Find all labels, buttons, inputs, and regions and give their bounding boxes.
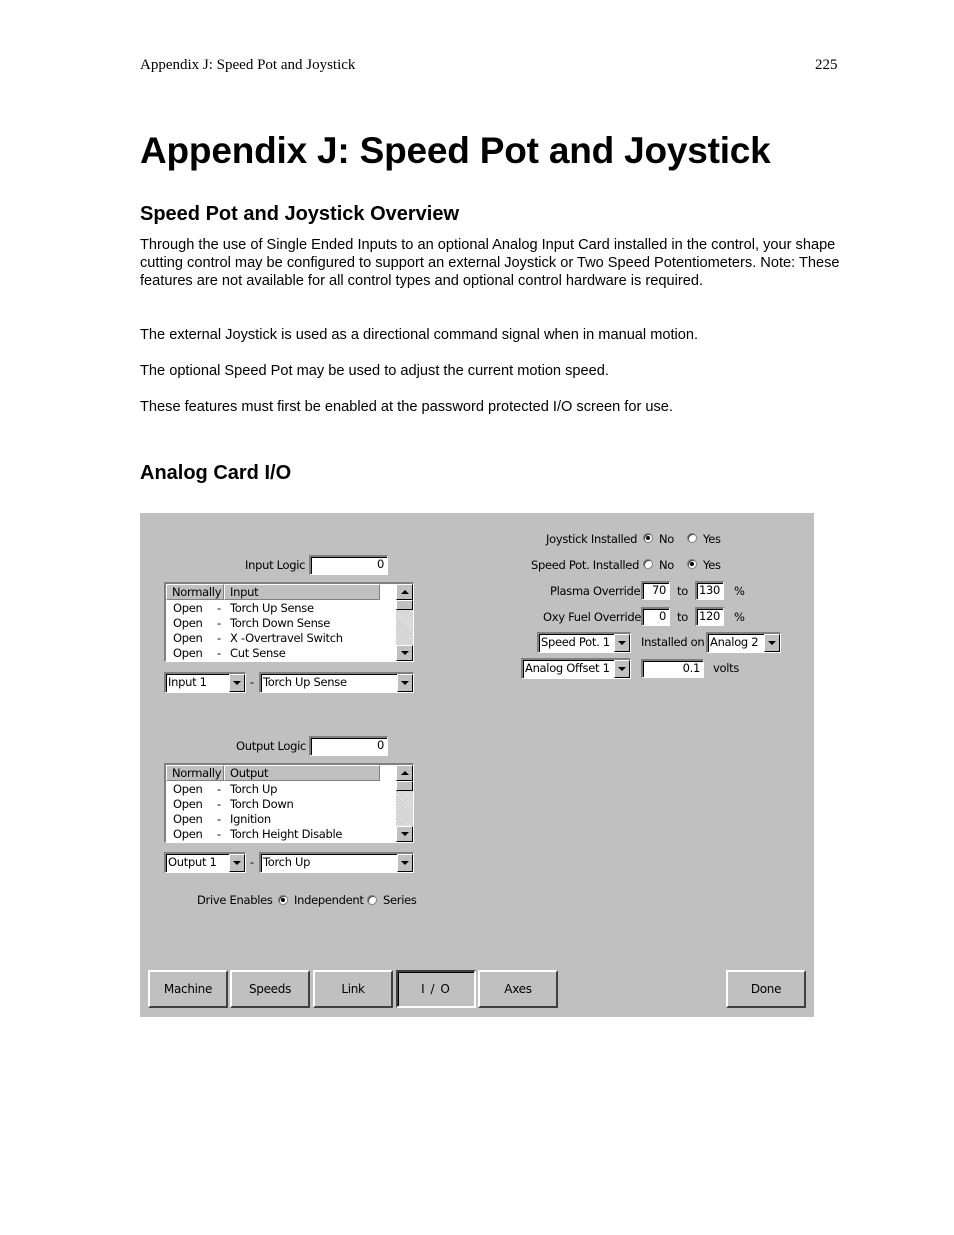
overview-paragraph-2: The external Joystick is used as a directional command signal when in manual motion. — [140, 327, 699, 343]
dropdown-button[interactable] — [397, 674, 413, 692]
scroll-thumb[interactable] — [396, 781, 413, 791]
chevron-up-icon — [401, 771, 409, 775]
plasma-override-label: Plasma Override — [550, 584, 641, 598]
overview-paragraph-3: The optional Speed Pot may be used to adjust the current motion speed. — [140, 363, 609, 379]
input-function-value: Torch Up Sense — [263, 675, 347, 689]
volts-unit: volts — [713, 661, 740, 675]
tab-machine[interactable]: Machine — [148, 970, 228, 1008]
speedpot-yes-label: Yes — [703, 558, 721, 572]
output-number-select[interactable] — [164, 852, 246, 873]
joystick-no-radio[interactable] — [643, 533, 653, 543]
dropdown-button[interactable] — [229, 674, 245, 692]
joystick-label: Joystick Installed — [546, 532, 638, 546]
output-logic-label: Output Logic — [236, 739, 307, 753]
scroll-up-button[interactable] — [396, 765, 413, 781]
speedpot-yes-radio[interactable] — [687, 559, 697, 569]
input-number-value: Input 1 — [168, 675, 207, 689]
oxy-min-field[interactable]: 0 — [641, 607, 670, 626]
analog-heading: Analog Card I/O — [140, 462, 292, 484]
output-logic-field[interactable]: 0 — [309, 736, 388, 756]
input-scrollbar[interactable] — [396, 584, 413, 661]
offset-volts-field[interactable]: 0.1 — [641, 659, 704, 678]
list-item-name: X -Overtravel Switch — [230, 631, 343, 645]
speedpot-no-label: No — [659, 558, 675, 572]
speedpot-select-value: Speed Pot. 1 — [541, 635, 610, 649]
analog-input-select[interactable] — [706, 632, 781, 653]
list-item-sep: - — [217, 601, 221, 615]
input-function-select[interactable] — [259, 672, 414, 693]
input-listbox[interactable] — [164, 582, 414, 662]
chevron-down-icon — [233, 681, 241, 685]
list-item-sep: - — [217, 646, 221, 660]
drive-enables-label: Drive Enables — [197, 893, 273, 907]
output-listbox[interactable] — [164, 763, 414, 843]
list-item-name: Torch Up — [230, 782, 278, 796]
list-item-name: Torch Up Sense — [230, 601, 314, 615]
done-button[interactable]: Done — [726, 970, 806, 1008]
chevron-down-icon — [401, 832, 409, 836]
input-number-select[interactable] — [164, 672, 246, 693]
speedpot-select[interactable] — [537, 632, 631, 653]
speedpot-no-radio[interactable] — [643, 559, 653, 569]
chevron-down-icon — [618, 641, 626, 645]
oxy-override-label: Oxy Fuel Override — [543, 610, 642, 624]
list-item-name: Cut Sense — [230, 646, 286, 660]
list-item-sep: - — [217, 827, 221, 841]
list-item-state: Open — [173, 631, 203, 645]
scroll-down-button[interactable] — [396, 826, 413, 842]
scroll-down-button[interactable] — [396, 645, 413, 661]
scroll-up-button[interactable] — [396, 584, 413, 600]
dropdown-button[interactable] — [614, 634, 630, 652]
speedpot-label: Speed Pot. Installed — [531, 558, 640, 572]
overview-paragraph-1: Through the use of Single Ended Inputs to an optional Analog Input Card installed in the control, your shape cutting control may be configured to support an external Joystick or Two Speed Potentiometers. Note: These features are not available for all control types and optional control hardware is required. — [140, 237, 840, 289]
scroll-thumb[interactable] — [396, 600, 413, 610]
list-item-name: Torch Down Sense — [230, 616, 331, 630]
list-item-sep: - — [217, 797, 221, 811]
chevron-down-icon — [768, 641, 776, 645]
analog-input-value: Analog 2 — [710, 635, 759, 649]
oxy-to-label: to — [677, 610, 688, 624]
list-item-state: Open — [173, 812, 203, 826]
list-item-name: Torch Height Disable — [230, 827, 343, 841]
drive-series-label: Series — [383, 893, 417, 907]
overview-heading: Speed Pot and Joystick Overview — [140, 203, 460, 225]
joystick-yes-label: Yes — [703, 532, 721, 546]
joystick-yes-radio[interactable] — [687, 533, 697, 543]
analog-offset-value: Analog Offset 1 — [525, 661, 610, 675]
list-item-sep: - — [217, 812, 221, 826]
installed-on-label: Installed on — [641, 635, 705, 649]
output-col-normally[interactable]: Normally — [166, 765, 224, 781]
drive-independent-label: Independent — [294, 893, 364, 907]
list-item-state: Open — [173, 616, 203, 630]
input-logic-label: Input Logic — [245, 558, 306, 572]
plasma-to-label: to — [677, 584, 688, 598]
list-item-name: Ignition — [230, 812, 271, 826]
select-separator: - — [250, 855, 254, 869]
list-item-sep: - — [217, 631, 221, 645]
running-header: Appendix J: Speed Pot and Joystick — [140, 57, 356, 73]
analog-offset-select[interactable] — [521, 658, 631, 679]
page-title: Appendix J: Speed Pot and Joystick — [140, 130, 771, 171]
input-logic-field[interactable]: 0 — [309, 555, 388, 575]
dropdown-button[interactable] — [229, 854, 245, 872]
list-item-state: Open — [173, 797, 203, 811]
output-function-value: Torch Up — [263, 855, 311, 869]
dropdown-button[interactable] — [614, 660, 630, 678]
chevron-down-icon — [401, 681, 409, 685]
tab-speeds[interactable]: Speeds — [230, 970, 310, 1008]
tab-io[interactable]: I / O — [396, 970, 476, 1008]
joystick-no-label: No — [659, 532, 675, 546]
input-col-input[interactable]: Input — [224, 584, 380, 600]
tab-axes[interactable]: Axes — [478, 970, 558, 1008]
list-item-state: Open — [173, 601, 203, 615]
list-item-state: Open — [173, 827, 203, 841]
oxy-max-field[interactable]: 120 — [695, 607, 724, 626]
dropdown-button[interactable] — [764, 634, 780, 652]
select-separator: - — [250, 675, 254, 689]
plasma-max-field[interactable]: 130 — [695, 581, 724, 600]
chevron-down-icon — [401, 651, 409, 655]
list-item-name: Torch Down — [230, 797, 294, 811]
page-number: 225 — [815, 57, 838, 73]
output-function-select[interactable] — [259, 852, 414, 873]
list-item-state: Open — [173, 646, 203, 660]
output-number-value: Output 1 — [168, 855, 217, 869]
chevron-down-icon — [618, 667, 626, 671]
drive-series-radio[interactable] — [367, 895, 377, 905]
chevron-down-icon — [233, 861, 241, 865]
plasma-unit: % — [734, 584, 745, 598]
oxy-unit: % — [734, 610, 745, 624]
tab-link[interactable]: Link — [313, 970, 393, 1008]
chevron-down-icon — [401, 861, 409, 865]
plasma-min-field[interactable]: 70 — [641, 581, 670, 600]
list-item-sep: - — [217, 616, 221, 630]
list-item-sep: - — [217, 782, 221, 796]
drive-independent-radio[interactable] — [278, 895, 288, 905]
overview-paragraph-4: These features must first be enabled at the password protected I/O screen for use. — [140, 399, 673, 415]
analog-io-screen — [140, 513, 814, 1017]
chevron-up-icon — [401, 590, 409, 594]
dropdown-button[interactable] — [397, 854, 413, 872]
output-scrollbar[interactable] — [396, 765, 413, 842]
output-col-output[interactable]: Output — [224, 765, 380, 781]
list-item-state: Open — [173, 782, 203, 796]
input-col-normally[interactable]: Normally — [166, 584, 224, 600]
